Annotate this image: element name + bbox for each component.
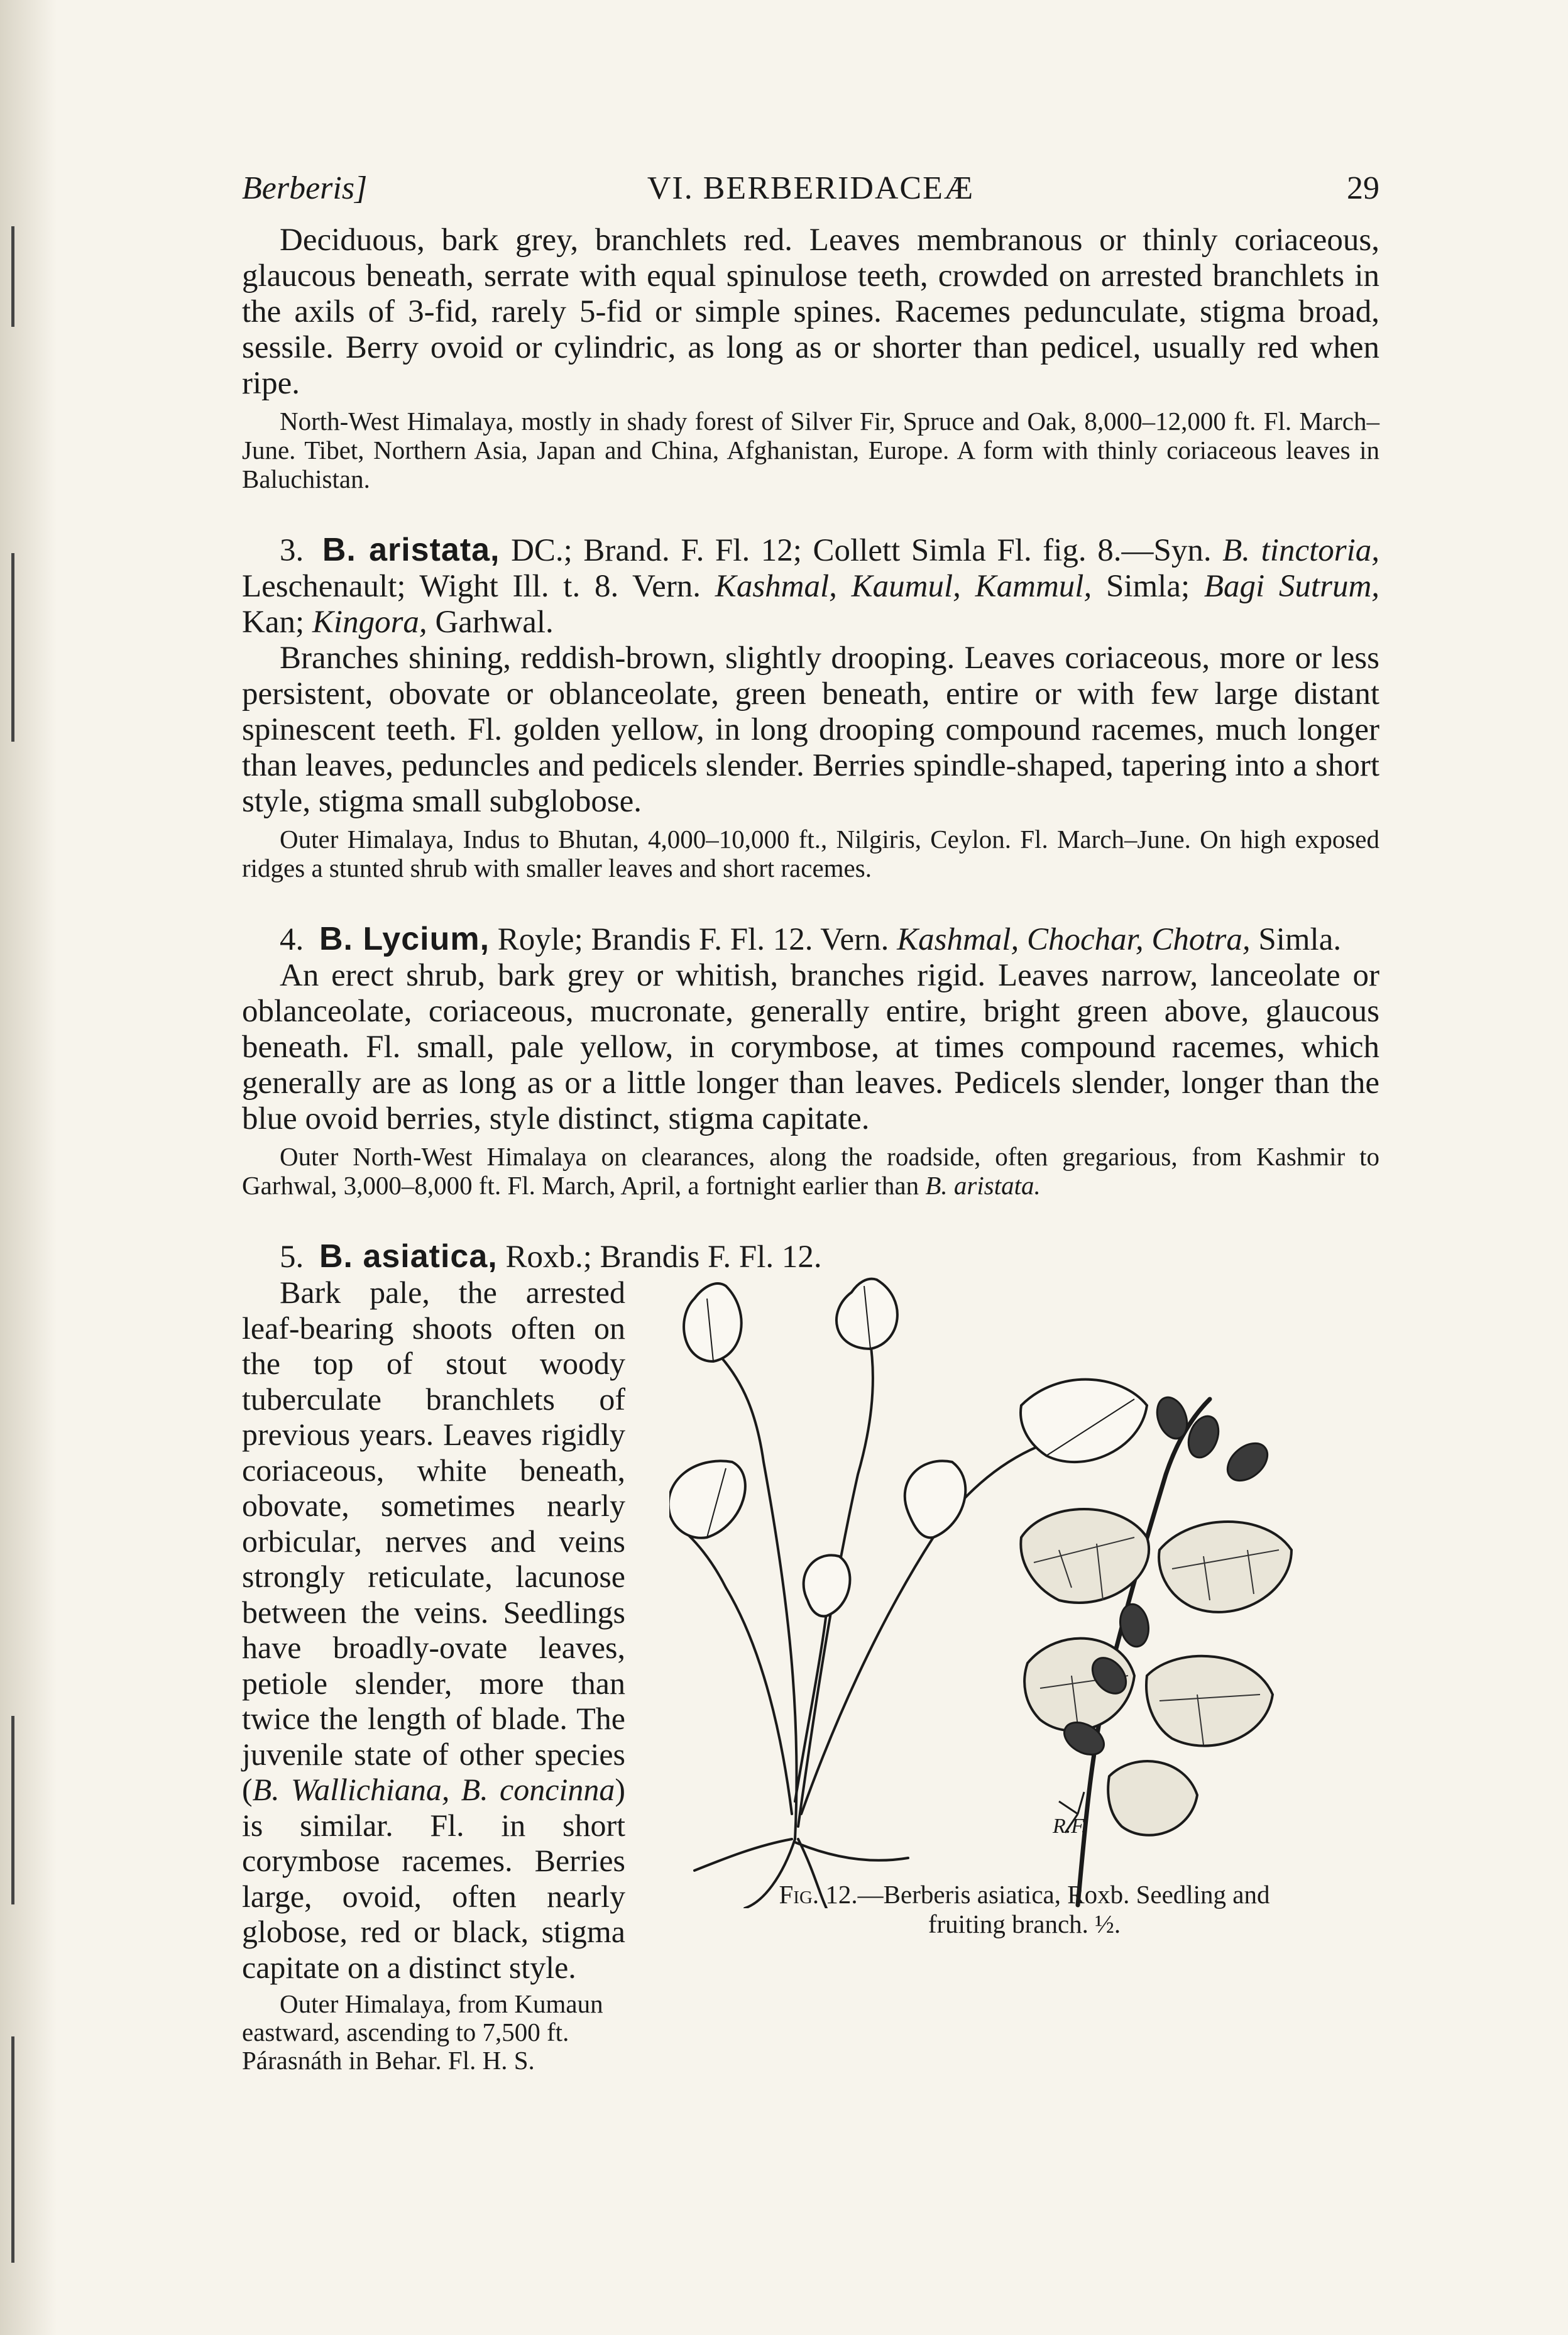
entry-5-section [242, 1238, 1379, 2075]
entry-5-heading [242, 1239, 1379, 1275]
illustrator-signature: R.F. [1053, 1815, 1087, 1838]
entry-4-citation: Royle; Brandis F. Fl. 12. Vern. [497, 922, 889, 957]
header-family: VI. BERBERIDACEÆ [647, 170, 975, 206]
entry-3-citation: Simla; [1105, 569, 1190, 604]
entry-5-citation: Roxb.; Brandis F. Fl. 12. [505, 1239, 822, 1275]
entry-5-description-part: ) is similar. Fl. in short corymbose racemes. Berries large, ovoid, often nearly globose, red or black, stigma capitate on a distinct style. [242, 1772, 625, 1985]
entry-3-heading [242, 532, 1379, 640]
seedling-root [795, 1842, 908, 1860]
caption-line-1 [669, 1880, 1379, 1909]
figure-12-illustration [669, 1273, 1379, 1908]
entry-3-species: B. aristata, [322, 532, 500, 568]
entry-5-distribution: Outer Himalaya, from Kumaun eastward, ascending to 7,500 ft. Párasnáth in Behar. Fl. H. S. [242, 1989, 603, 2075]
entry-5-species: B. asiatica, [319, 1238, 498, 1275]
entry-3-citation: DC.; Brand. F. Fl. 12; Collett Simla Fl. fig. 8.—Syn. [511, 533, 1212, 568]
caption-line-2: fruiting branch. ½. [928, 1909, 1121, 1938]
entry-4-number: 4. [280, 922, 304, 957]
page-binding-edge [0, 0, 57, 2335]
running-header [242, 170, 1379, 220]
entry-3-synonym: B. tinctoria, [1222, 533, 1380, 568]
page-content [242, 170, 1380, 2075]
seedling-leaf [804, 1555, 850, 1616]
entry-4-distribution-ref: B. aristata. [925, 1171, 1041, 1200]
entry-4-distribution-text: Outer North-West Himalaya on clearances, along the roadside, often gregarious, from Kashmir to Garhwal, 3,000–8,000 ft. Fl. March, April, a fortnight earlier than [242, 1142, 1379, 1200]
branch-leaf [1159, 1522, 1291, 1612]
branch-leaf [1108, 1761, 1197, 1835]
entry-4-species: B. Lycium, [319, 921, 490, 957]
entry-4-citation: Simla. [1258, 922, 1342, 957]
entry-3-vernacular: Kingora, [312, 605, 427, 640]
figure-label: Fig. 12. [779, 1880, 858, 1909]
entry-4-distribution [242, 1142, 1379, 1200]
entry-5-number: 5. [280, 1239, 304, 1275]
seedling-leaf [1021, 1380, 1147, 1462]
page-number: 29 [1347, 170, 1379, 206]
seedling-stem [676, 1525, 792, 1814]
seedling-leaf [905, 1461, 966, 1537]
entry-4-heading [242, 921, 1379, 958]
seedling-leaf [669, 1461, 745, 1537]
entry-5-description-part: Bark pale, the arrested leaf-bearing shoots often on the top of stout woody tuberculate branchlets of previous years. Leaves rigidly coriaceous, white beneath, obovate, sometimes nearly orbicular, nerves and veins strongly reticulate, lacunose between the veins. Seedlings have broadly-ovate leaves, petiole slender, more than twice the length of blade. The juvenile state of other species ( [242, 1275, 625, 1807]
seedling-stem [795, 1613, 826, 1801]
seedling-root [694, 1839, 792, 1871]
entry-3-citation: Kan; [242, 605, 305, 640]
berry [1220, 1436, 1275, 1488]
entry-3-number: 3. [280, 533, 304, 568]
entry-5-description [242, 1275, 625, 1985]
entry-2-description: Deciduous, bark grey, branchlets red. Leaves membranous or thinly coriaceous, glaucous beneath, serrate with equal spinulose teeth, crowded on arrested branchlets in the axils of 3-fid, rarely 5-fid or simple spines. Racemes pedunculate, stigma broad, sessile. Berry ovoid or cylindric, as long as or shorter than pedicel, usually red when ripe. [242, 223, 1379, 401]
entry-2-distribution: North-West Himalaya, mostly in shady forest of Silver Fir, Spruce and Oak, 8,000–12,000 ft. Fl. March–June. Tibet, Northern Asia, Japan and China, Afghanistan, Europe. A form with thinly coriaceous leaves in Baluchistan. [242, 407, 1379, 493]
caption-text: —Berberis asiatica, Roxb. Seedling and [857, 1880, 1270, 1909]
figure-caption [669, 1880, 1379, 1939]
binding-mark [11, 2036, 14, 2263]
entry-3-vernacular: Kashmal, Kaumul, Kammul, [715, 569, 1092, 604]
entry-3-citation: Leschenault; Wight Ill. t. 8. Vern. [242, 569, 701, 604]
binding-mark [11, 1716, 14, 1904]
entry-3-description: Branches shining, reddish-brown, slightly drooping. Leaves coriaceous, more or less persistent, obovate or oblanceolate, green beneath, entire or with few large distant spinescent teeth. Fl. golden yellow, in long drooping compound racemes, much longer than leaves, peduncles and pedicels slender. Berries spindle-shaped, tapering into a short style, stigma small subglobose. [242, 640, 1379, 819]
berry [1152, 1393, 1193, 1443]
berry [1117, 1602, 1151, 1649]
header-section: Berberis] [242, 170, 368, 206]
binding-mark [11, 226, 14, 327]
berry [1183, 1412, 1224, 1462]
entry-3-distribution: Outer Himalaya, Indus to Bhutan, 4,000–10,000 ft., Nilgiris, Ceylon. Fl. March–June. On high exposed ridges a stunted shrub with smaller leaves and short racemes. [242, 825, 1379, 882]
entry-5-text-column [242, 1275, 625, 2075]
entry-4-vernacular: Kashmal, Chochar, Chotra, [897, 922, 1251, 957]
entry-5-synonyms: B. Wallichiana, B. concinna [252, 1772, 615, 1807]
entry-3-vernacular: Bagi Sutrum, [1203, 569, 1380, 604]
entry-4-description: An erect shrub, bark grey or whitish, branches rigid. Leaves narrow, lanceolate or oblanceolate, coriaceous, mucronate, generally entire, bright green above, glaucous beneath. Fl. small, pale yellow, in corymbose, at times compound racemes, which generally are as long as or a little longer than leaves. Pedicels slender, longer than the blue ovoid berries, style distinct, stigma capitate. [242, 958, 1379, 1136]
berberis-asiatica-drawing [669, 1273, 1379, 1908]
binding-mark [11, 553, 14, 742]
branch-leaf [1021, 1509, 1149, 1603]
entry-3-citation: Garhwal. [435, 605, 554, 640]
